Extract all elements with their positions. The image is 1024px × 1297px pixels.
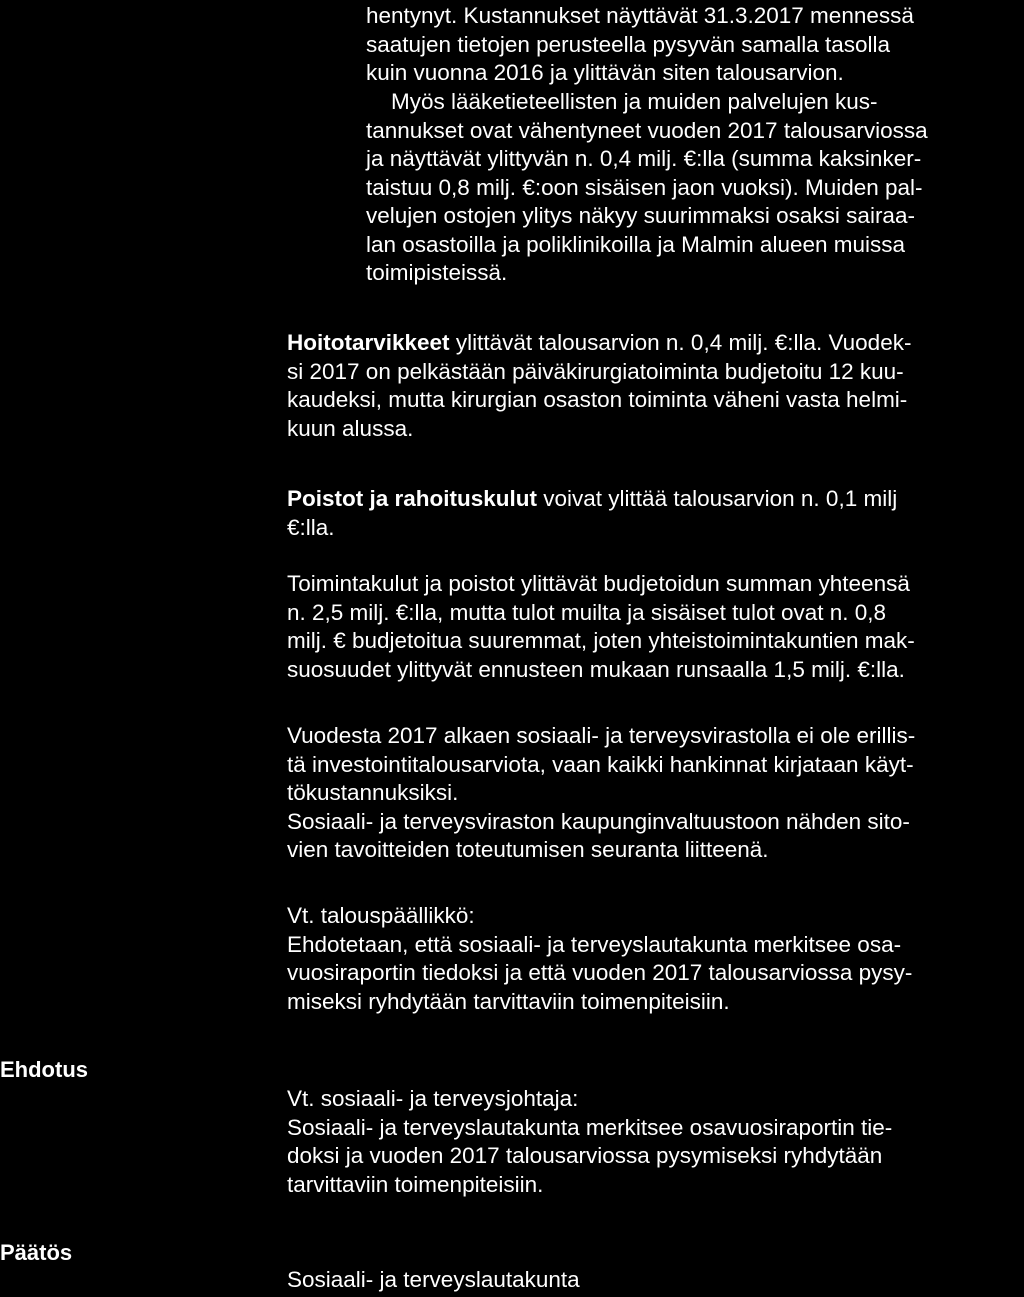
poistot-paragraph — [287, 485, 1017, 542]
poistot-heading: Poistot ja rahoituskulut — [287, 486, 538, 511]
paatos-paragraph: Sosiaali- ja terveyslautakunta — [287, 1267, 580, 1292]
hoitotarvikkeet-paragraph — [287, 329, 1017, 443]
ehdotus-label: Ehdotus — [0, 1057, 88, 1082]
toimintakulut-paragraph: Toimintakulut ja poistot ylittävät budjetoidun summan yhteensä n. 2,5 milj. €:lla, mutta tulot muilta ja sisäiset tulot ovat n. 0,8 milj. € budjetoitua suuremmat, joten yhteistoimintakuntien mak- suosuudet ylittyvät ennusteen mukaan runsaalla 1,5 milj. €:lla. — [287, 571, 915, 682]
paatos-label: Päätös — [0, 1240, 73, 1265]
poistot-text: voivat ylittää talousarvion n. 0,1 milj €:lla. — [287, 486, 898, 540]
intro-paragraph-1: hentynyt. Kustannukset näyttävät 31.3.2017 mennessä saatujen tietojen perusteella pysyvän samalla tasolla kuin vuonna 2016 ja ylittävän siten talousarvion. — [366, 3, 914, 85]
talouspaallikko-paragraph: Vt. talouspäällikkö: Ehdotetaan, että sosiaali- ja terveyslautakunta merkitsee osa- vuosiraportin tiedoksi ja että vuoden 2017 talousarviossa pysy- miseksi ryhdytään tarvittaviin toimenpiteisiin. — [287, 903, 913, 1014]
vuodesta-paragraph: Vuodesta 2017 alkaen sosiaali- ja terveysvirastolla ei ole erillis- tä investointitalousarviota, vaan kaikki hankinnat kirjataan käyt- tökustannuksiksi. Sosiaali- ja terveysviraston kaupunginvaltuustoon nähden sito- vien tavoitteiden toteutumisen seuranta liitteenä. — [287, 723, 916, 862]
hoitotarvikkeet-heading: Hoitotarvikkeet — [287, 330, 450, 355]
intro-paragraph-2: Myös lääketieteellisten ja muiden palvelujen kus- tannukset ovat vähentyneet vuoden 2017 talousarviossa ja näyttävät ylittyvän n. 0,4 milj. €:lla (summa kaksinker- taistuu 0,8 milj. €:oon sisäisen jaon vuoksi). Muiden pal- velujen ostojen ylitys näkyy suurimmaksi osaksi sairaa- lan osastoilla ja poliklinikoilla ja Malmin alueen muissa toimipisteissä. — [366, 89, 928, 285]
ehdotus-paragraph: Vt. sosiaali- ja terveysjohtaja: Sosiaali- ja terveyslautakunta merkitsee osavuosiraportin tie- doksi ja vuoden 2017 talousarviossa pysymiseksi ryhdytään tarvittaviin toimenpiteisiin. — [287, 1086, 893, 1197]
hoitotarvikkeet-text: ylittävät talousarvion n. 0,4 milj. €:lla. Vuodek- si 2017 on pelkästään päiväkirurgiatoiminta budjetoitu 12 kuu- kaudeksi, mutta kirurgian osaston toiminta väheni vasta helmi- kuun alussa. — [287, 330, 912, 441]
